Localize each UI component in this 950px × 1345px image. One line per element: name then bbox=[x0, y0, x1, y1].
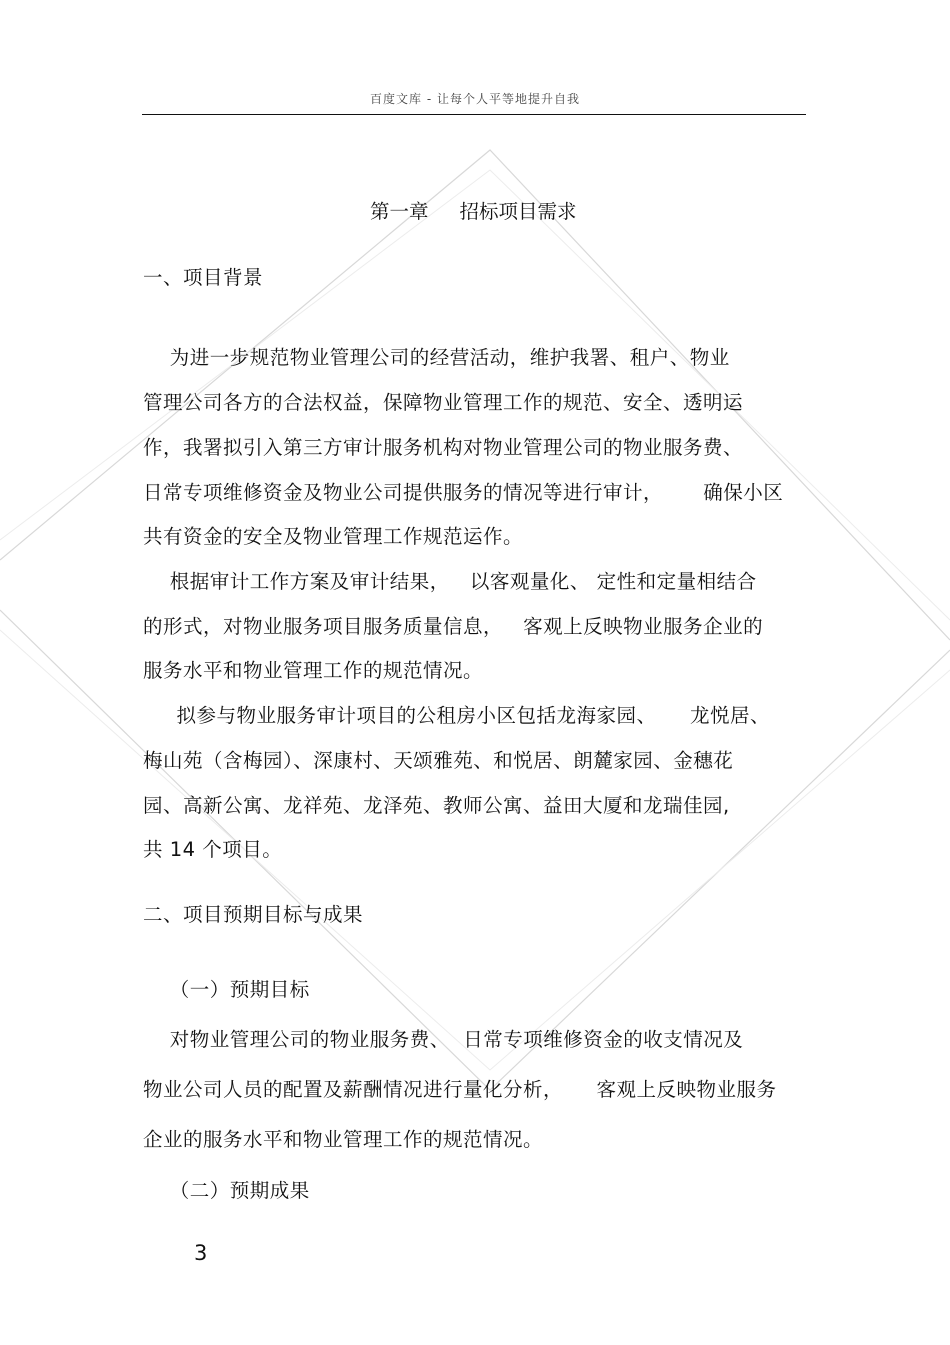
paragraph-line: 的形式，对物业服务项目服务质量信息， 客观上反映物业服务企业的 bbox=[143, 615, 764, 638]
paragraph-line: 梅山苑（含梅园）、深康村、天颂雅苑、和悦居、朗麓家园、金穗花 bbox=[143, 749, 734, 772]
subsection-heading: （二）预期成果 bbox=[143, 1179, 310, 1202]
paragraph-line: 企业的服务水平和物业管理工作的规范情况。 bbox=[143, 1128, 544, 1151]
paragraph-line: 为进一步规范物业管理公司的经营活动，维护我署、租户、物业 bbox=[143, 346, 730, 369]
paragraph-line: 服务水平和物业管理工作的规范情况。 bbox=[143, 659, 484, 682]
header-rule bbox=[142, 114, 806, 115]
page-header: 百度文库 - 让每个人平等地提升自我 bbox=[370, 92, 580, 106]
paragraph-line: 作，我署拟引入第三方审计服务机构对物业管理公司的物业服务费、 bbox=[143, 436, 744, 459]
page-number: 3 bbox=[194, 1241, 208, 1265]
chapter-title: 第一章 招标项目需求 bbox=[370, 200, 577, 223]
paragraph-line: 园、高新公寓、龙祥苑、龙泽苑、教师公寓、益田大厦和龙瑞佳园, bbox=[143, 794, 730, 817]
paragraph-line: 日常专项维修资金及物业公司提供服务的情况等进行审计， 确保小区 bbox=[143, 481, 784, 504]
paragraph-line: 共 14 个项目。 bbox=[143, 838, 283, 861]
paragraph-line: 共有资金的安全及物业管理工作规范运作。 bbox=[143, 525, 524, 548]
paragraph-line: 物业公司人员的配置及薪酬情况进行量化分析， 客观上反映物业服务 bbox=[143, 1078, 777, 1101]
section-heading: 一、项目背景 bbox=[143, 266, 264, 289]
section-heading: 二、项目预期目标与成果 bbox=[143, 903, 364, 926]
paragraph-line: 管理公司各方的合法权益，保障物业管理工作的规范、安全、透明运 bbox=[143, 391, 744, 414]
subsection-heading: （一）预期目标 bbox=[143, 978, 310, 1001]
paragraph-line: 拟参与物业服务审计项目的公租房小区包括龙海家园、 龙悦居、 bbox=[143, 704, 770, 727]
paragraph-line: 根据审计工作方案及审计结果， 以客观量化、 定性和定量相结合 bbox=[143, 570, 757, 593]
paragraph-line: 对物业管理公司的物业服务费、 日常专项维修资金的收支情况及 bbox=[143, 1028, 744, 1051]
